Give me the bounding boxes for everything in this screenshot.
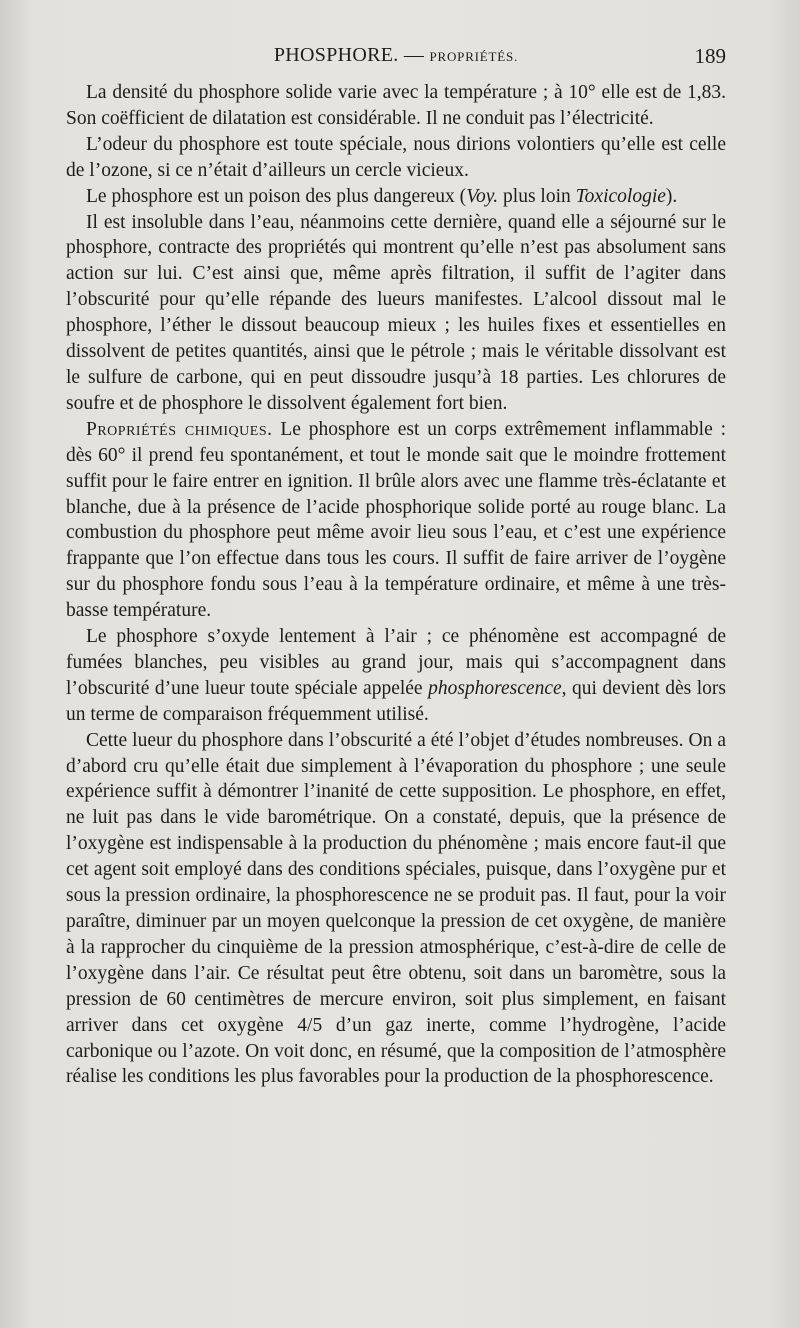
oxidation-text-after: , qui devient dès lors un terme de comparaison fréquemment utilisé. (66, 677, 726, 725)
running-title (66, 44, 726, 67)
paragraph-density: La densité du phosphore solide varie avec la température ; à 10° elle est de 1,83. Son coëfficient de dilatation est considérable. Il ne conduit pas l’électricité. (66, 82, 726, 129)
title-dash: — (398, 44, 430, 66)
poison-text-middle: plus loin (498, 185, 576, 207)
page-number: 189 (694, 44, 726, 68)
voy-reference: Voy. (466, 185, 499, 207)
poison-text-after: ). (665, 185, 678, 207)
phosphorescence-term: phosphorescence (428, 677, 562, 699)
oxidation-text-before: Le phosphore s’oxyde lentement à l’air ; ce phénomène est accompagné de fumées blanches, peu visibles au grand jour, mais qui s’accompagnent dans l’obscurité d’une lueur toute spéciale appelée (66, 626, 726, 699)
title-main: PHOSPHORE. (273, 44, 399, 66)
chemical-properties-text: Le phosphore est un corps extrêmement inflammable : dès 60° il prend feu spontanément, et tout le monde sait que le moindre frottement suffit pour le faire entrer en ignition. Il brûle alors avec une flamme très-éclatante et blanche, due à la présence de l’acide phosphorique solide porté au rouge blanc. La combustion du phosphore peut même avoir lieu sous l’eau, et c’est une expérience frappante que l’on effectue dans tous les cours. Il suffit de faire arriver de l’oygène sur du phosphore fondu sous l’eau à la température ordinaire, et même à une très-basse température. (66, 418, 726, 622)
paragraph-chemical-properties (66, 417, 726, 624)
body-text (66, 80, 726, 1090)
paragraph-glow-studies: Cette lueur du phosphore dans l’obscurité a été l’objet d’études nombreuses. On a d’abord cru qu’elle était due simplement à l’évaporation du phosphore ; une seule expérience suffit à démontrer l’inanité de cette supposition. Le phosphore, en effet, ne luit pas dans le vide barométrique. On a constaté, depuis, que la présence de l’oxygène est indispensable à la production du phénomène ; mais encore faut-il que cet agent soit employé dans des conditions spéciales, puisque, dans l’oxygène pur et sous la pression ordinaire, la phosphorescence ne se produit pas. Il faut, pour la voir paraître, diminuer par un moyen quelconque la pression de cet oxygène, de manière à la rapprocher du cinquième de la pression atmosphérique, c’est-à-dire de celle de l’oxygène dans l’air. Ce résultat peut être obtenu, soit dans un baromètre, sous la pression de 60 centimètres de mercure environ, soit plus simplement, en faisant arriver dans cet oxygène 4/5 d’un gaz inerte, comme l’hydrogène, l’acide carbonique ou l’azote. On voit donc, en résumé, que la composition de l’atmosphère réalise les conditions les plus favorables pour la production de la phosphorescence. (66, 729, 726, 1088)
toxicologie-reference: Toxicologie (575, 185, 666, 207)
paragraph-poison (66, 184, 726, 210)
running-header (66, 44, 726, 76)
title-sub: PROPRIÉTÉS. (429, 49, 519, 64)
paragraph-oxidation (66, 624, 726, 728)
paragraph-odor: L’odeur du phosphore est toute spéciale, nous dirions volontiers qu’elle est celle de l’ozone, si ce n’était d’ailleurs un cercle vicieux. (66, 133, 726, 181)
section-heading-chemical-properties: Propriétés chimiques. (86, 418, 273, 440)
poison-text-before: Le phosphore est un poison des plus dangereux ( (86, 185, 467, 207)
paragraph-solubility: Il est insoluble dans l’eau, néanmoins cette dernière, quand elle a séjourné sur le phosphore, contracte des propriétés qui montrent qu’elle n’est pas absolument sans action sur lui. C’est ainsi que, même après filtration, il suffit de l’agiter dans l’obscurité pour qu’elle répande des lueurs manifestes. L’alcool dissout mal le phosphore, l’éther le dissout beaucoup mieux ; les huiles fixes et essentielles en dissolvent de petites quantités, ainsi que le pétrole ; mais le véritable dissolvant est le sulfure de carbone, qui en peut dissoudre jusqu’à 18 parties. Les chlorures de soufre et de phosphore le dissolvent également fort bien. (66, 211, 726, 414)
